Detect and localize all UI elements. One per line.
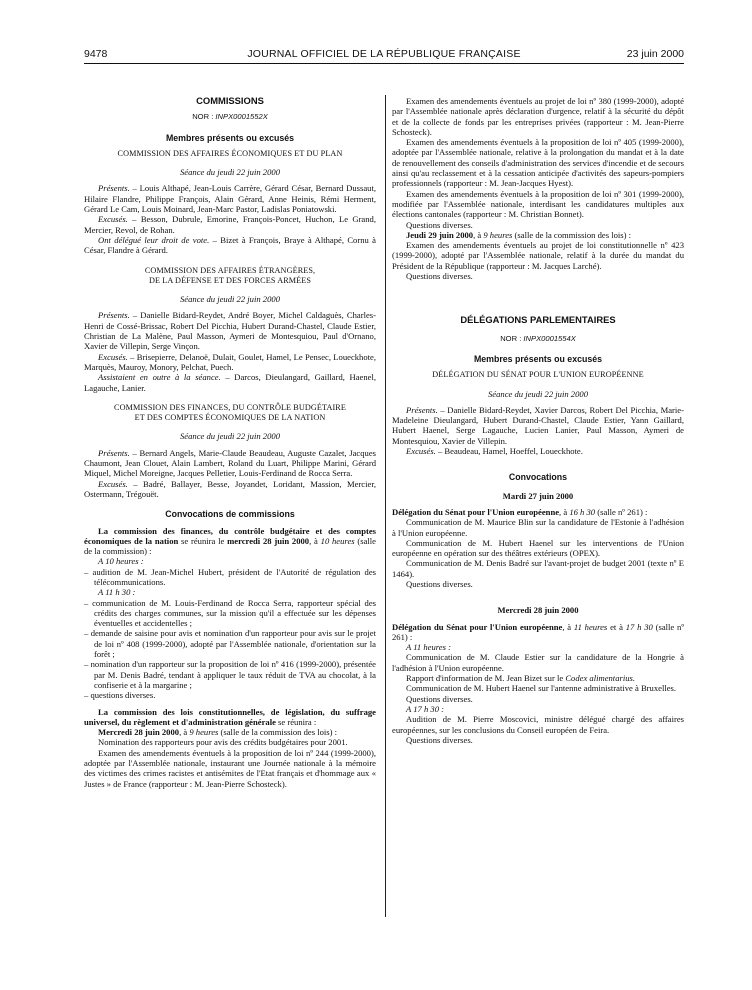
presents-paragraph: Présents. – Louis Althapé, Jean-Louis Carrère, Gérard César, Bernard Dussaut, Hilaire Flandre, Philippe François, Alain Gérard, Anne Heinis, Rémi Herment, Gérard Le Cam, Louis Moinard, Jean-Marc Pastor, Ladislas Poniatowski. <box>84 183 376 215</box>
issue-date: 23 juin 2000 <box>626 48 684 60</box>
excuses-paragraph: Excusés. – Badré, Ballayer, Besse, Joyandet, Loridant, Massion, Mercier, Ostermann, Trégouët. <box>84 478 376 499</box>
membres-heading: Membres présents ou excusés <box>165 132 295 143</box>
agenda-paragraph: Examen des amendements éventuels à la proposition de loi nº 405 (1999-2000), adoptée par l'Assemblée nationale, relative à la prolongation du mandat et à la date de renouvellement des conseils d'administration des services d'incendie et de secours ainsi qu'au reclassement et à la cessation anticipée d'activités des sapeurs-pompiers professionnels (rapporteur : M. Jean-Jacques Hyest). <box>392 137 684 189</box>
presents-paragraph: Présents. – Bernard Angels, Marie-Claude Beaudeau, Auguste Cazalet, Jacques Chaumont, Jean Clouet, Alain Lambert, Roland du Luart, Philippe Marini, Gérard Miquel, Michel Moreigne, Jacques Pelletier, Louis-Ferdinand de Rocca Serra. <box>84 447 376 479</box>
journal-title: JOURNAL OFFICIEL DE LA RÉPUBLIQUE FRANÇAISE <box>247 48 521 60</box>
agenda-paragraph: Audition de M. Pierre Moscovici, ministre délégué chargé des affaires européennes, sur les conclusions du Conseil européen de Feira. <box>392 714 684 735</box>
day-heading: Mardi 27 juin 2000 <box>502 490 574 501</box>
page-header <box>84 48 684 62</box>
lois-convocation: La commission des lois constitutionnelles, de législation, du suffrage universel, du règlement et d'administration générale se réunira : <box>84 706 376 727</box>
nor-reference: NOR : INPX0001552X <box>192 112 268 122</box>
time-heading: A 11 heures : <box>406 642 451 653</box>
time-heading: A 10 heures : <box>98 556 144 567</box>
agenda-paragraph: Questions diverses. <box>406 693 473 704</box>
convocations-heading: Convocations de commissions <box>165 509 295 520</box>
column-divider <box>385 95 386 917</box>
excuses-paragraph: Excusés. – Brisepierre, Delanoë, Dulait, Goulet, Hamel, Le Pensec, Loueckhote, Marquès, Mauroy, Monory, Pelchat, Puech. <box>84 351 376 372</box>
agenda-item: – nomination d'un rapporteur sur la proposition de loi nº 416 (1999-2000), présentée par M. Denis Badré, tendant à appliquer le taux réduit de TVA au chocolat, à la confiserie et à la margarine ; <box>84 659 376 690</box>
right-column <box>392 96 684 745</box>
agenda-paragraph: Questions diverses. <box>406 734 473 745</box>
agenda-paragraph: Communication de M. Hubert Haenel sur l'antenne administrative à Bruxelles. <box>406 683 677 694</box>
jeudi-session: Jeudi 29 juin 2000, à 9 heures (salle de la commission des lois) : <box>406 229 632 240</box>
time-heading: A 17 h 30 : <box>406 703 445 714</box>
seance-date: Séance du jeudi 22 juin 2000 <box>179 294 280 305</box>
commission-affaires-etrangeres: COMMISSION DES AFFAIRES ÉTRANGÈRES, DE LA DÉFENSE ET DES FORCES ARMÉES <box>144 265 316 285</box>
seance-date: Séance du jeudi 22 juin 2000 <box>179 167 280 178</box>
nor-reference: NOR : INPX0001554X <box>500 333 576 343</box>
mardi-convocation: Délégation du Sénat pour l'Union européenne, à 16 h 30 (salle nº 261) : <box>392 506 648 517</box>
mercredi-convocation: Délégation du Sénat pour l'Union européenne, à 11 heures et à 17 h 30 (salle nº 261) : <box>392 621 685 642</box>
agenda-paragraph: Examen des amendements éventuels au projet de loi nº 380 (1999-2000), adopté par l'Assemblée nationale après déclaration d'urgence, relatif à la sécurité du dépôt et de la collecte de fonds par les entreprises privées (rapporteur : M. Jean-Pierre Schosteck). <box>392 96 684 137</box>
agenda-item: – communication de M. Louis-Ferdinand de Rocca Serra, rapporteur spécial des crédits des charges communes, sur la mission qu'il a effectuée sur les dépenses éventuelles et accidentelles ; <box>84 597 376 629</box>
time-heading: A 11 h 30 : <box>98 587 136 598</box>
agenda-paragraph: Communication de M. Maurice Blin sur la candidature de l'Estonie à l'adhésion à l'Union européenne. <box>392 517 684 538</box>
agenda-paragraph: Communication de M. Claude Estier sur la candidature de la Hongrie à l'adhésion à l'Union européenne. <box>392 652 684 673</box>
presents-paragraph: Présents. – Danielle Bidard-Reydet, Xavier Darcos, Robert Del Picchia, Marie-Madeleine Dieulangard, Hubert Durand-Chastel, Claude Estier, Yann Gaillard, Hubert Haenel, Serge Lagauche, Lucien Lanier, Paul Masson, Aymeri de Montesquiou, Xavier de Villepin. <box>392 404 684 446</box>
finances-convocation: La commission des finances, du contrôle budgétaire et des comptes économiques de la nation se réunira le mercredi 28 juin 2000, à 10 heures (salle de la commission) : <box>84 525 376 557</box>
left-column <box>84 96 376 789</box>
agenda-paragraph: Examen des amendements éventuels à la proposition de loi nº 244 (1999-2000), adoptée par l'Assemblée nationale, instaurant une Journée nationale à la mémoire des victimes des crimes racistes et antisémites de l'Etat français et d'hommage aux « Justes » de France (rapporteur : M. Jean-Pierre Schosteck). <box>84 747 376 789</box>
lois-date: Mercredi 28 juin 2000, à 9 heures (salle de la commission des lois) : <box>98 727 338 738</box>
convocations-heading: Convocations <box>508 472 568 483</box>
agenda-item: – questions diverses. <box>84 690 156 701</box>
agenda-paragraph: Examen des amendements éventuels au projet de loi constitutionnelle nº 423 (1999-2000), adopté par l'Assemblée nationale, relatif à la durée du mandat du Président de la République (rapporteur : M. Jacques Larché). <box>392 240 684 271</box>
seance-date: Séance du jeudi 22 juin 2000 <box>487 388 588 399</box>
agenda-paragraph: Questions diverses. <box>406 219 473 230</box>
agenda-paragraph: Questions diverses. <box>406 578 473 589</box>
membres-heading: Membres présents ou excusés <box>473 353 603 364</box>
delegue-paragraph: Ont délégué leur droit de vote. – Bizet à François, Braye à Althapé, Cornu à César, Flandre à Gérard. <box>84 234 376 256</box>
section-title-delegations: DÉLÉGATIONS PARLEMENTAIRES <box>460 314 616 326</box>
delegation-union-europeenne: DÉLÉGATION DU SÉNAT POUR L'UNION EUROPÉENNE <box>432 370 644 380</box>
agenda-paragraph: Communication de M. Denis Badré sur l'avant-projet de budget 2001 (texte nº E 1464). <box>392 558 684 579</box>
assistaient-paragraph: Assistaient en outre à la séance. – Darcos, Dieulangard, Gaillard, Haenel, Lagauche, Lanier. <box>84 372 376 393</box>
section-title-commissions: COMMISSIONS <box>196 95 264 106</box>
excuses-paragraph: Excusés. – Besson, Dubrule, Emorine, François-Poncet, Huchon, Le Grand, Mercier, Revol, de Rohan. <box>84 214 376 235</box>
day-heading: Mercredi 28 juin 2000 <box>497 605 579 616</box>
agenda-item: – audition de M. Jean-Michel Hubert, président de l'Autorité de régulation des télécommunications. <box>84 566 376 587</box>
presents-paragraph: Présents. – Danielle Bidard-Reydet, André Boyer, Michel Caldaguès, Charles-Henri de Cossé-Brissac, Robert Del Picchia, Hubert Durand-Chastel, Claude Estier, Christian de La Malène, Paul Masson, Aymeri de Montesquiou, Paul d'Ornano, Xavier de Villepin, Serge Vinçon. <box>84 310 376 352</box>
agenda-paragraph: Communication de M. Hubert Haenel sur les interventions de l'Union européenne en opération sur des théâtres extérieurs (OPEX). <box>392 537 684 559</box>
excuses-paragraph: Excusés. – Beaudeau, Hamel, Hoeffel, Loueckhote. <box>406 446 583 457</box>
seance-date: Séance du jeudi 22 juin 2000 <box>179 431 280 442</box>
agenda-paragraph: Nomination des rapporteurs pour avis des crédits budgétaires pour 2001. <box>98 737 348 748</box>
agenda-paragraph: Rapport d'information de M. Jean Bizet sur le Codex alimentarius. <box>406 673 636 684</box>
page-number: 9478 <box>84 48 108 60</box>
agenda-item: – demande de saisine pour avis et nomination d'un rapporteur pour avis sur le projet de loi nº 408 (1999-2000), adopté par l'Assemblée nationale, d'orientation sur la forêt ; <box>84 628 376 660</box>
commission-finances: COMMISSION DES FINANCES, DU CONTRÔLE BUDGÉTAIRE ET DES COMPTES ÉCONOMIQUES DE LA NATION <box>114 402 346 423</box>
agenda-paragraph: Examen des amendements éventuels à la proposition de loi nº 301 (1999-2000), modifiée par l'Assemblée nationale, interdisant les candidatures multiples aux élections cantonales (rapporteur : M. Christian Bonnet). <box>392 188 684 220</box>
agenda-paragraph: Questions diverses. <box>406 271 473 282</box>
header-rule <box>84 63 684 64</box>
commission-affaires-economiques: COMMISSION DES AFFAIRES ÉCONOMIQUES ET DU PLAN <box>117 148 343 158</box>
